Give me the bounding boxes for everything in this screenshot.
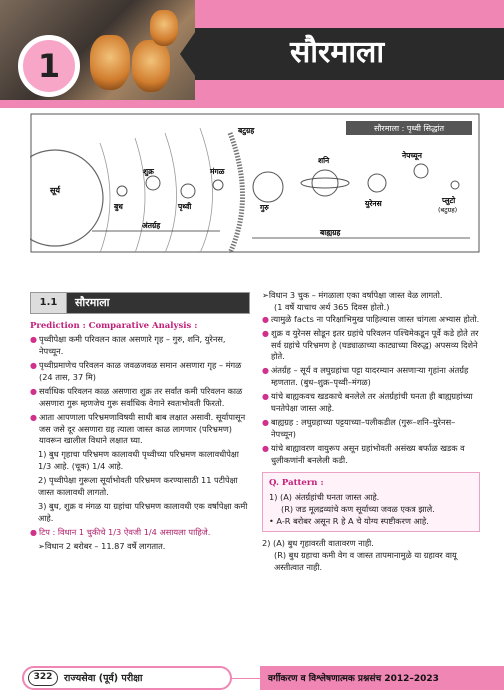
section-number: 1.1 bbox=[31, 293, 67, 313]
list-item: ● आता आपणाला परिभ्रमणाविषयी साधी बाब लक्षात असावी. सूर्यापासून जस जसे दूर असणारा ग्रह त्याला जास्त काळ लागणार (परिभ्रमण) यावरून खालील विधाने लक्षात घ्या. bbox=[30, 411, 246, 446]
tip-followup: ➢विधान 2 बरोबर – 11.87 वर्षे लागतात. bbox=[38, 540, 166, 551]
right-line: (R) बुध ग्रहाचा कमी वेग व जास्त तापमानामुळे या ग्रहावर वायू अस्तीत्वात नाही. bbox=[274, 550, 457, 573]
outer-planets-label: बाह्यग्रह bbox=[320, 228, 341, 237]
list-item: ● पृथ्वीपेक्षा कमी परिवलन काल असणारे गृह – गुरु, शनि, युरेनस, नेपच्यून. bbox=[30, 334, 226, 357]
solar-system-diagram bbox=[30, 113, 480, 253]
prediction-heading: Prediction : Comparative Analysis : bbox=[30, 321, 198, 331]
chapter-number: 1 bbox=[37, 47, 61, 85]
tip-item: ● टिप : विधान 1 चुकीचे 1/3 ऐवजी 1/4 असायला पाहिजे. bbox=[30, 526, 211, 537]
right-line: (1 वर्षे याचाच अर्थ 365 दिवस होतो.) bbox=[274, 301, 390, 312]
question-pattern-box bbox=[262, 472, 480, 532]
planet-label-mercury: बुध bbox=[114, 202, 123, 211]
diagram-tag: सौरमाला : पृथ्वी सिद्धांत bbox=[373, 124, 445, 133]
right-line: ➢विधान 3 चुक – मंगळाला एका वर्षापेक्षा जास्त वेळ लागतो. bbox=[262, 290, 443, 300]
right-line: 2) (A) बुध गृहावरती वातावरण नाही. bbox=[262, 538, 374, 549]
planet-label-uranus: युरेनस bbox=[365, 199, 382, 208]
pluto-note: (बटुग्रह) bbox=[438, 206, 458, 214]
list-item: ● यांचे बाह्यकवच खडकाचे बनलेले तर अंतर्ग्रहांची घनता ही बाह्यग्रहांच्या घनतेपेक्षा जास्त आहे. bbox=[262, 391, 473, 414]
footer-left-badge bbox=[22, 666, 232, 690]
asteroid-label: बटुग्रह bbox=[238, 126, 255, 135]
page-footer bbox=[0, 660, 504, 700]
numbered-item: 1) बुध गृहाचा परिभ्रमण कालावधी पृथ्वीच्या परिभ्रमण कालावधीपेक्षा 1/3 आहे. (चूक) 1/4 आहे. bbox=[38, 449, 239, 472]
list-item: ● पृथ्वीप्रमाणेच परिवलन काळ जवळजवळ समान असणारा गृह – मंगळ (24 तास, 37 मि) bbox=[30, 360, 242, 382]
pattern-line: (R) जड मूलद्रव्यांचे कण सूर्याच्या जवळ एकत्र झाले. bbox=[281, 503, 435, 514]
planet-label-earth: पृथ्वी bbox=[178, 202, 192, 211]
planet-label-neptune: नेपच्यून bbox=[402, 151, 422, 160]
page-number: 322 bbox=[28, 670, 58, 686]
list-item: ● सर्वाधिक परिवलन काळ असणारा शुक्र तर सर्वांत कमी परिवलन काळ असणारा गुरू म्हणजेच गुरू सर्वाधिक वेगाने स्वतःभोवती फिरतो. bbox=[30, 385, 243, 408]
inner-planets-label: अंतर्ग्रह bbox=[142, 221, 161, 230]
left-column bbox=[30, 292, 250, 554]
planet-label-mars: मंगळ bbox=[210, 167, 225, 176]
list-item: ● शुक्र व युरेनस सोडून इतर ग्रहांचे परिवलन पश्चिमेकडून पूर्वे कडे होते तर सर्व ग्रहांचे परिभ्रमण हे (घड्याळाच्या काट्याच्या विरुद्ध) अपसव्य दिशेने होते. bbox=[262, 327, 479, 362]
list-item: ● अंतर्ग्रह – सूर्य व लघुग्रहांचा पट्टा यादरम्यान असणाऱ्या गृहांना अंतर्ग्रह म्हणतात. (बुध–शुक्र–पृथ्वी–मंगळ) bbox=[262, 365, 469, 388]
planet-label-pluto: प्लुटो bbox=[442, 196, 456, 205]
planet-label-saturn: शनि bbox=[318, 156, 330, 165]
pattern-line: 1) (A) अंतर्ग्रहांची घनता जास्त आहे. bbox=[269, 491, 380, 502]
footer-book-label: वर्गीकरण व विश्लेषणात्मक प्रश्नसंच 2012–2023 bbox=[268, 674, 439, 684]
pattern-line: • A-R बरोबर असून R हे A चे योग्य स्पष्टीकरण आहे. bbox=[269, 515, 429, 526]
footer-exam-label: राज्यसेवा (पूर्व) परीक्षा bbox=[64, 673, 143, 684]
section-title: सौरमाला bbox=[67, 293, 249, 313]
tiger-image bbox=[90, 35, 130, 90]
tiger-image bbox=[150, 10, 178, 46]
right-column bbox=[262, 290, 480, 574]
chapter-number-badge bbox=[18, 35, 80, 97]
chapter-title: सौरमाला bbox=[290, 35, 385, 70]
numbered-item: 2) पृथ्वीपेक्षा गुरूला सूर्याभोवती परिभ्रमण करण्यासाठी 11 पटीपेक्षा जास्त कालावधी लागतो. bbox=[38, 475, 238, 497]
sun-label: सूर्य bbox=[50, 186, 61, 195]
list-item: ● बाह्यग्रह : लघुग्रहाच्या पट्टयाच्या–पलीकडील (गुरू–शनि–युरेनस–नेपच्यून) bbox=[262, 416, 456, 439]
pattern-heading: Q. Pattern : bbox=[269, 478, 324, 489]
tiger-image bbox=[132, 40, 170, 92]
list-item: ● यांचे बाह्यावरण वायुरूप असून ग्रहांभोवती असंख्य बर्फाळ खडक व धुलीकणांनी बनलेली कडी. bbox=[262, 442, 465, 465]
header-strip bbox=[0, 100, 504, 108]
chapter-header bbox=[0, 0, 504, 100]
list-item: ● त्यामुळे facts ना परिक्षाभिमुख पाहिल्यास जास्त चांगला अभ्यास होतो. bbox=[262, 313, 480, 324]
planet-label-venus: शुक्र bbox=[143, 167, 154, 176]
numbered-item: 3) बुध, शुक्र व मंगळ या ग्रहांचा परिभ्रमण कालावधी एक वर्षापेक्षा कमी आहे. bbox=[38, 500, 248, 523]
footer-right-band bbox=[260, 666, 504, 690]
section-header bbox=[30, 292, 250, 314]
planet-label-jupiter: गुरु bbox=[260, 203, 269, 212]
